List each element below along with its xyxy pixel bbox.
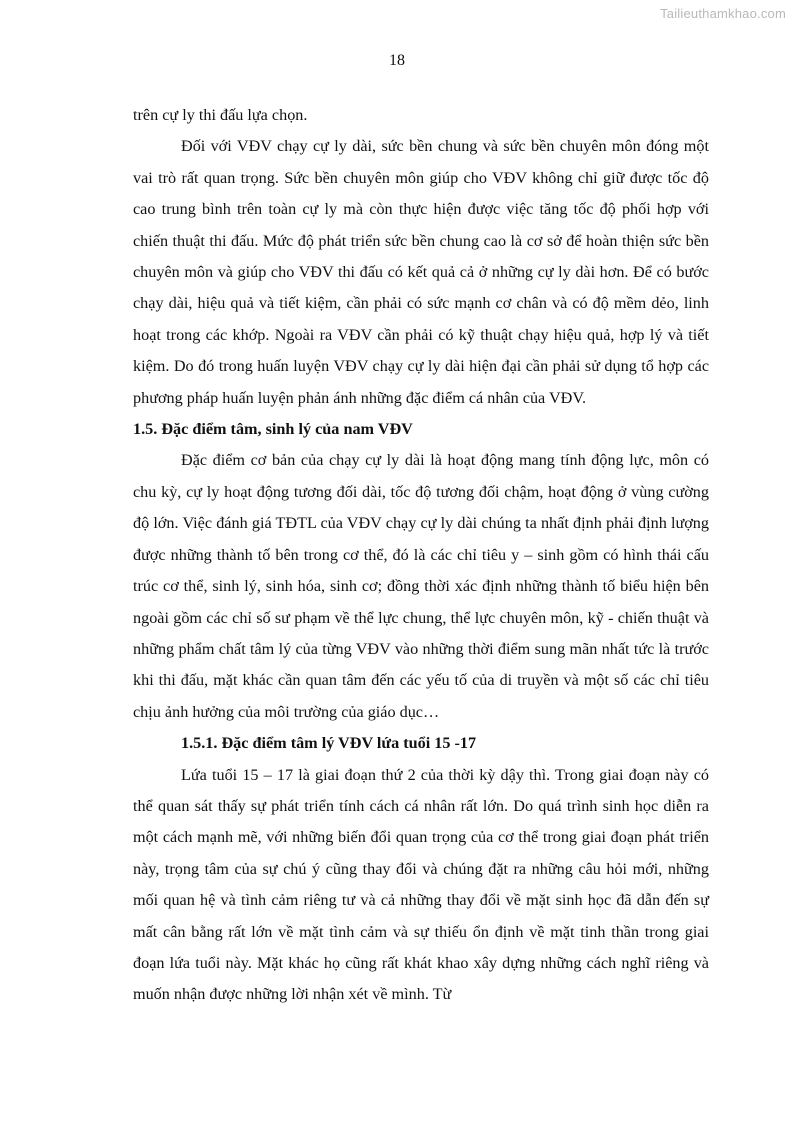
paragraph-characteristics: Đặc điểm cơ bản của chạy cự ly dài là hoạt động mang tính động lực, môn có chu kỳ, cự ly hoạt động tương đối dài, tốc độ tương đối chậm, hoạt động ở vùng cường độ lớn. Việc đánh giá TĐTL của VĐV chạy cự ly dài chúng ta nhất định phải định lượng được những thành tố bên trong cơ thể, đó là các chỉ tiêu y – sinh gồm có hình thái cấu trúc cơ thể, sinh lý, sinh hóa, sinh cơ; đồng thời xác định những thành tố biểu hiện bên ngoài gồm các chỉ số sư phạm về thể lực chung, thể lực chuyên môn, kỹ - chiến thuật và những phẩm chất tâm lý của từng VĐV vào những thời điểm sung mãn nhất tức là trước khi thi đấu, mặt khác cần quan tâm đến các yếu tố của di truyền và một số các chỉ tiêu chịu ảnh hưởng của môi trường của giáo dục… [133, 451, 709, 721]
paragraph-endurance: Đối với VĐV chạy cự ly dài, sức bền chung và sức bền chuyên môn đóng một vai trò rất quan trọng. Sức bền chuyên môn giúp cho VĐV không chỉ giữ được tốc độ cao trung bình trên toàn cự ly mà còn thực hiện được việc tăng tốc độ phối hợp với chiến thuật thi đấu. Mức độ phát triển sức bền chung cao là cơ sở để hoàn thiện sức bền chuyên môn và giúp cho VĐV thi đấu có kết quả cả ở những cự ly dài hơn. Để có bước chạy dài, hiệu quả và tiết kiệm, cần phải có sức mạnh cơ chân và có độ mềm dẻo, linh hoạt trong các khớp. Ngoài ra VĐV cần phải có kỹ thuật chạy hiệu quả, hợp lý và tiết kiệm. Do đó trong huấn luyện VĐV chạy cự ly dài hiện đại cần phải sử dụng tổ hợp các phương pháp huấn luyện phản ánh những đặc điểm cá nhân của VĐV. [133, 137, 709, 407]
page-number: 18 [389, 52, 405, 69]
paragraph-continuation: trên cự ly thi đấu lựa chọn. [133, 106, 308, 124]
section-heading-1-5: 1.5. Đặc điểm tâm, sinh lý của nam VĐV [133, 420, 413, 439]
page-body [133, 100, 709, 1011]
paragraph-psychology: Lứa tuổi 15 – 17 là giai đoạn thứ 2 của thời kỳ dậy thì. Trong giai đoạn này có thể quan sát thấy sự phát triển tính cách cá nhân rất lớn. Do quá trình sinh học diễn ra một cách mạnh mẽ, với những biến đổi quan trọng của cơ thể trong giai đoạn phát triển này, trọng tâm của sự chú ý cũng thay đổi và chúng đặt ra những câu hỏi mới, những mối quan hệ và tình cảm riêng tư và cả những thay đổi về mặt sinh học đã dẫn đến sự mất cân bằng rất lớn về mặt tình cảm và sự thiếu ổn định về mặt tinh thần trong giai đoạn lứa tuổi này. Mặt khác họ cũng rất khát khao xây dựng những cách nghĩ riêng và muốn nhận được những lời nhận xét về mình. Từ [133, 765, 709, 1004]
section-heading-1-5-1: 1.5.1. Đặc điểm tâm lý VĐV lứa tuổi 15 -17 [181, 734, 477, 753]
watermark: Tailieuthamkhao.com [660, 6, 786, 21]
